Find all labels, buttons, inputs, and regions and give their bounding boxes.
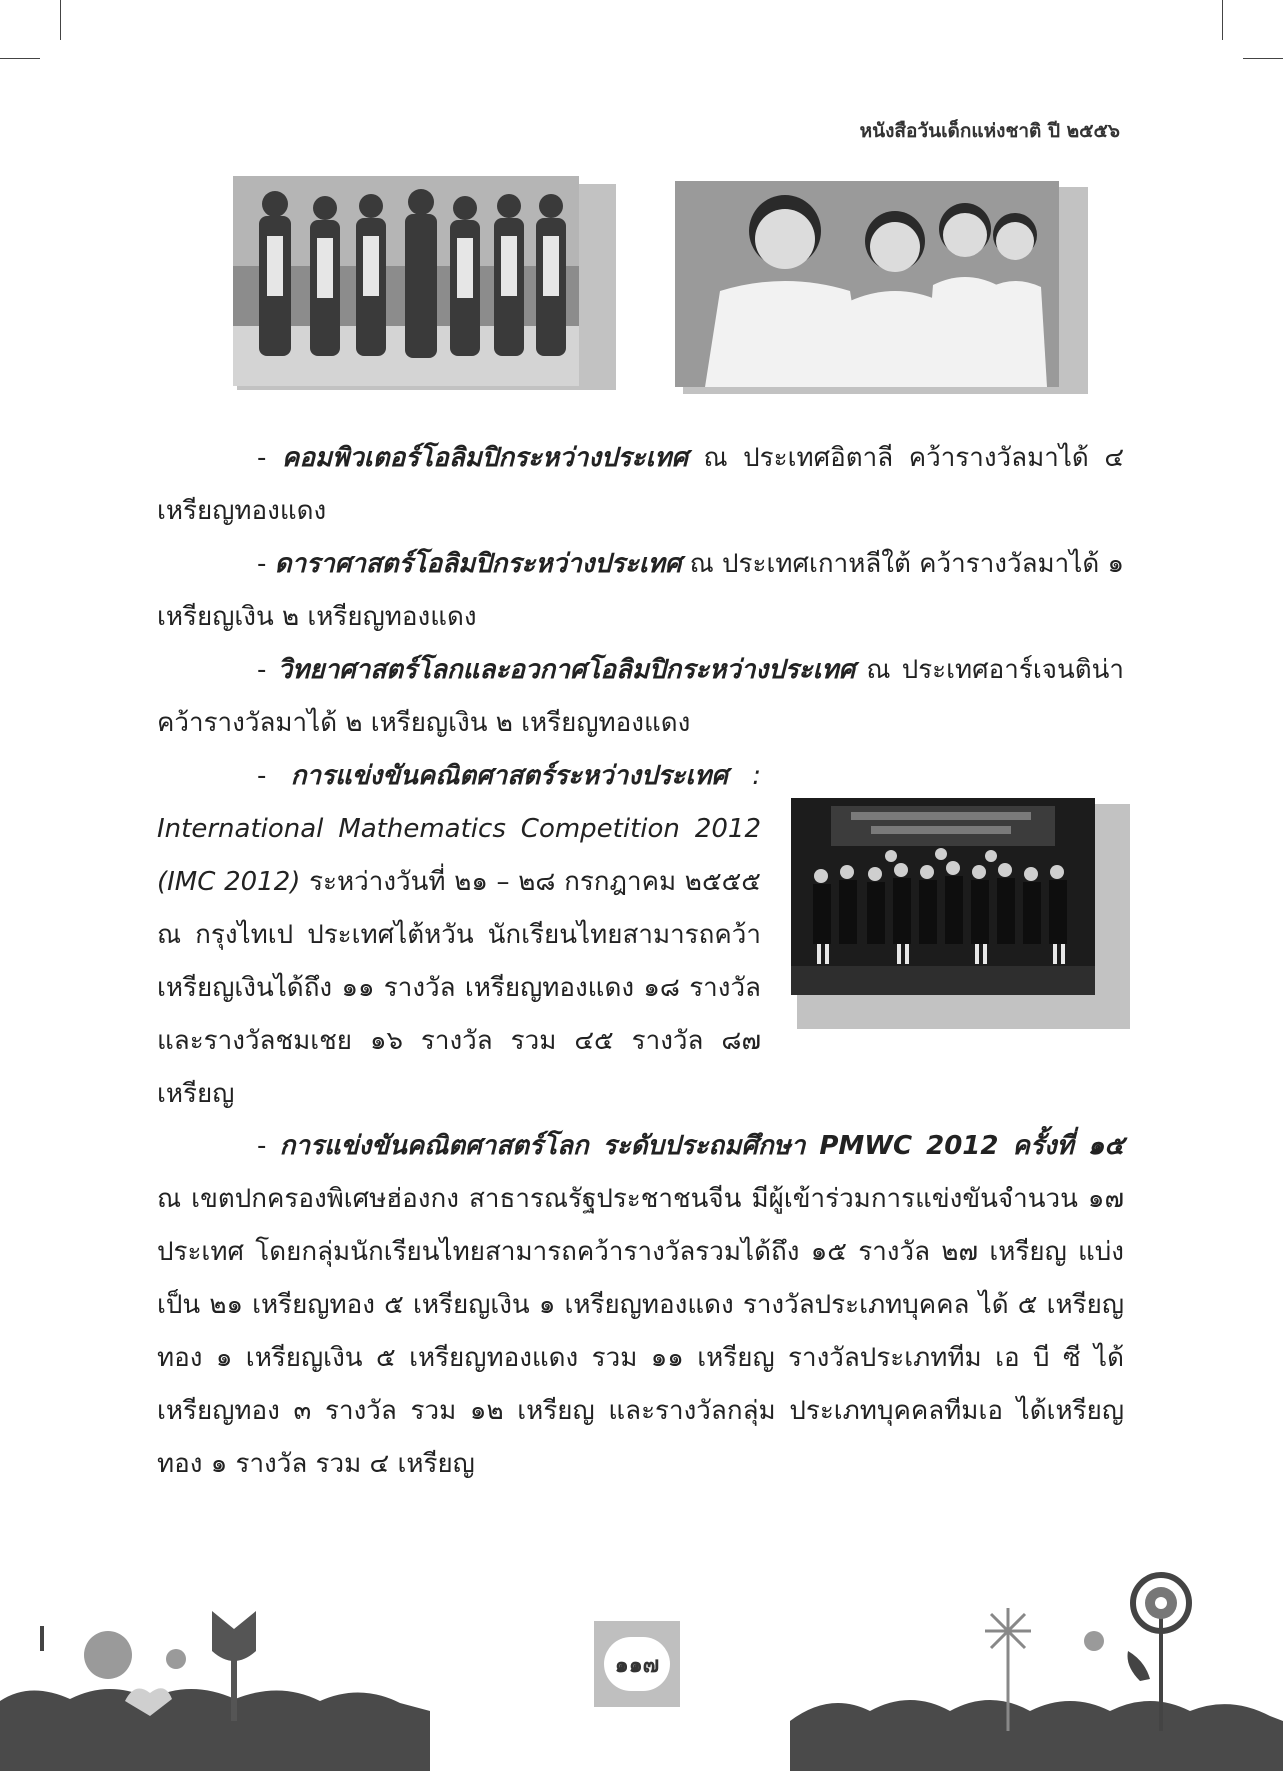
paragraph-astronomy-olympiad: - ดาราศาสตร์โอลิมปิกระหว่างประเทศ ณ ประเทศเกาหลีใต้ คว้ารางวัลมาได้ ๑ เหรียญเงิน ๒ เหรียญทองแดง (157, 549, 1124, 632)
paragraph-earth-science-olympiad: - วิทยาศาสตร์โลกและอวกาศโอลิมปิกระหว่างประเทศ ณ ประเทศอาร์เจนติน่า คว้ารางวัลมาได้ ๒ เหรียญเงิน ๒ เหรียญทองแดง (157, 655, 1124, 738)
page-number-badge (594, 1621, 680, 1707)
paragraph-computer-olympiad: - คอมพิวเตอร์โอลิมปิกระหว่างประเทศ ณ ประเทศอิตาลี คว้ารางวัลมาได้ ๔ เหรียญทองแดง (157, 443, 1124, 526)
heading-pmwc-2012: การแข่งขันคณิตศาสตร์โลก ระดับประถมศึกษา PMWC 2012 ครั้งที่ ๑๕ (279, 1131, 1124, 1161)
crop-mark (1243, 58, 1283, 59)
paragraph-imc-2012: - การแข่งขันคณิตศาสตร์ระหว่างประเทศ : International Mathematics Competition 2012 (IMC 2012) ระหว่างวันที่ ๒๑ – ๒๘ กรกฎาคม ๒๕๕๕ ณ กรุงไทเป ประเทศไต้หวัน นักเรียนไทยสามารถคว้าเหรียญเงินได้ถึง ๑๑ รางวัล เหรียญทองแดง ๑๘ รางวัล และรางวัลชมเชย ๑๖ รางวัล รวม ๔๕ รางวัล ๘๗ เหรียญ (157, 761, 761, 1109)
running-header: หนังสือวันเด็กแห่งชาติ ปี ๒๕๕๖ (859, 120, 1120, 142)
paragraph-pmwc-2012: - การแข่งขันคณิตศาสตร์โลก ระดับประถมศึกษา PMWC 2012 ครั้งที่ ๑๕ ณ เขตปกครองพิเศษฮ่องกง สาธารณรัฐประชาชนจีน มีผู้เข้าร่วมการแข่งขันจำนวน ๑๗ ประเทศ โดยกลุ่มนักเรียนไทยสามารถคว้ารางวัลรวมได้ถึง ๑๕ รางวัล ๒๗ เหรียญ แบ่งเป็น ๒๑ เหรียญทอง ๕ เหรียญเงิน ๑ เหรียญทองแดง รางวัลประเภทบุคคล ได้ ๕ เหรียญทอง ๑ เหรียญเงิน ๕ เหรียญทองแดง รวม ๑๑ เหรียญ รางวัลประเภททีม เอ บี ซี ได้เหรียญทอง ๓ รางวัล รวม ๑๒ เหรียญ และรางวัลกลุ่ม ประเภทบุคคลทีมเอ ได้เหรียญทอง ๑ รางวัล รวม ๔ เหรียญ (157, 1131, 1124, 1479)
heading-imc-2012: การแข่งขันคณิตศาสตร์ระหว่างประเทศ (290, 761, 728, 791)
heading-astronomy-olympiad: ดาราศาสตร์โอลิมปิกระหว่างประเทศ (274, 549, 682, 579)
imc-subtitle: : International Mathematics Competition 2012 (IMC 2012) (157, 761, 761, 897)
heading-computer-olympiad: คอมพิวเตอร์โอลิมปิกระหว่างประเทศ (281, 443, 688, 473)
crop-mark (60, 0, 61, 40)
crop-mark (1222, 0, 1223, 40)
page-number: ๑๑๗ (604, 1637, 670, 1691)
crop-mark (0, 58, 40, 59)
heading-earth-science-olympiad: วิทยาศาสตร์โลกและอวกาศโอลิมปิกระหว่างประเทศ (277, 655, 856, 685)
